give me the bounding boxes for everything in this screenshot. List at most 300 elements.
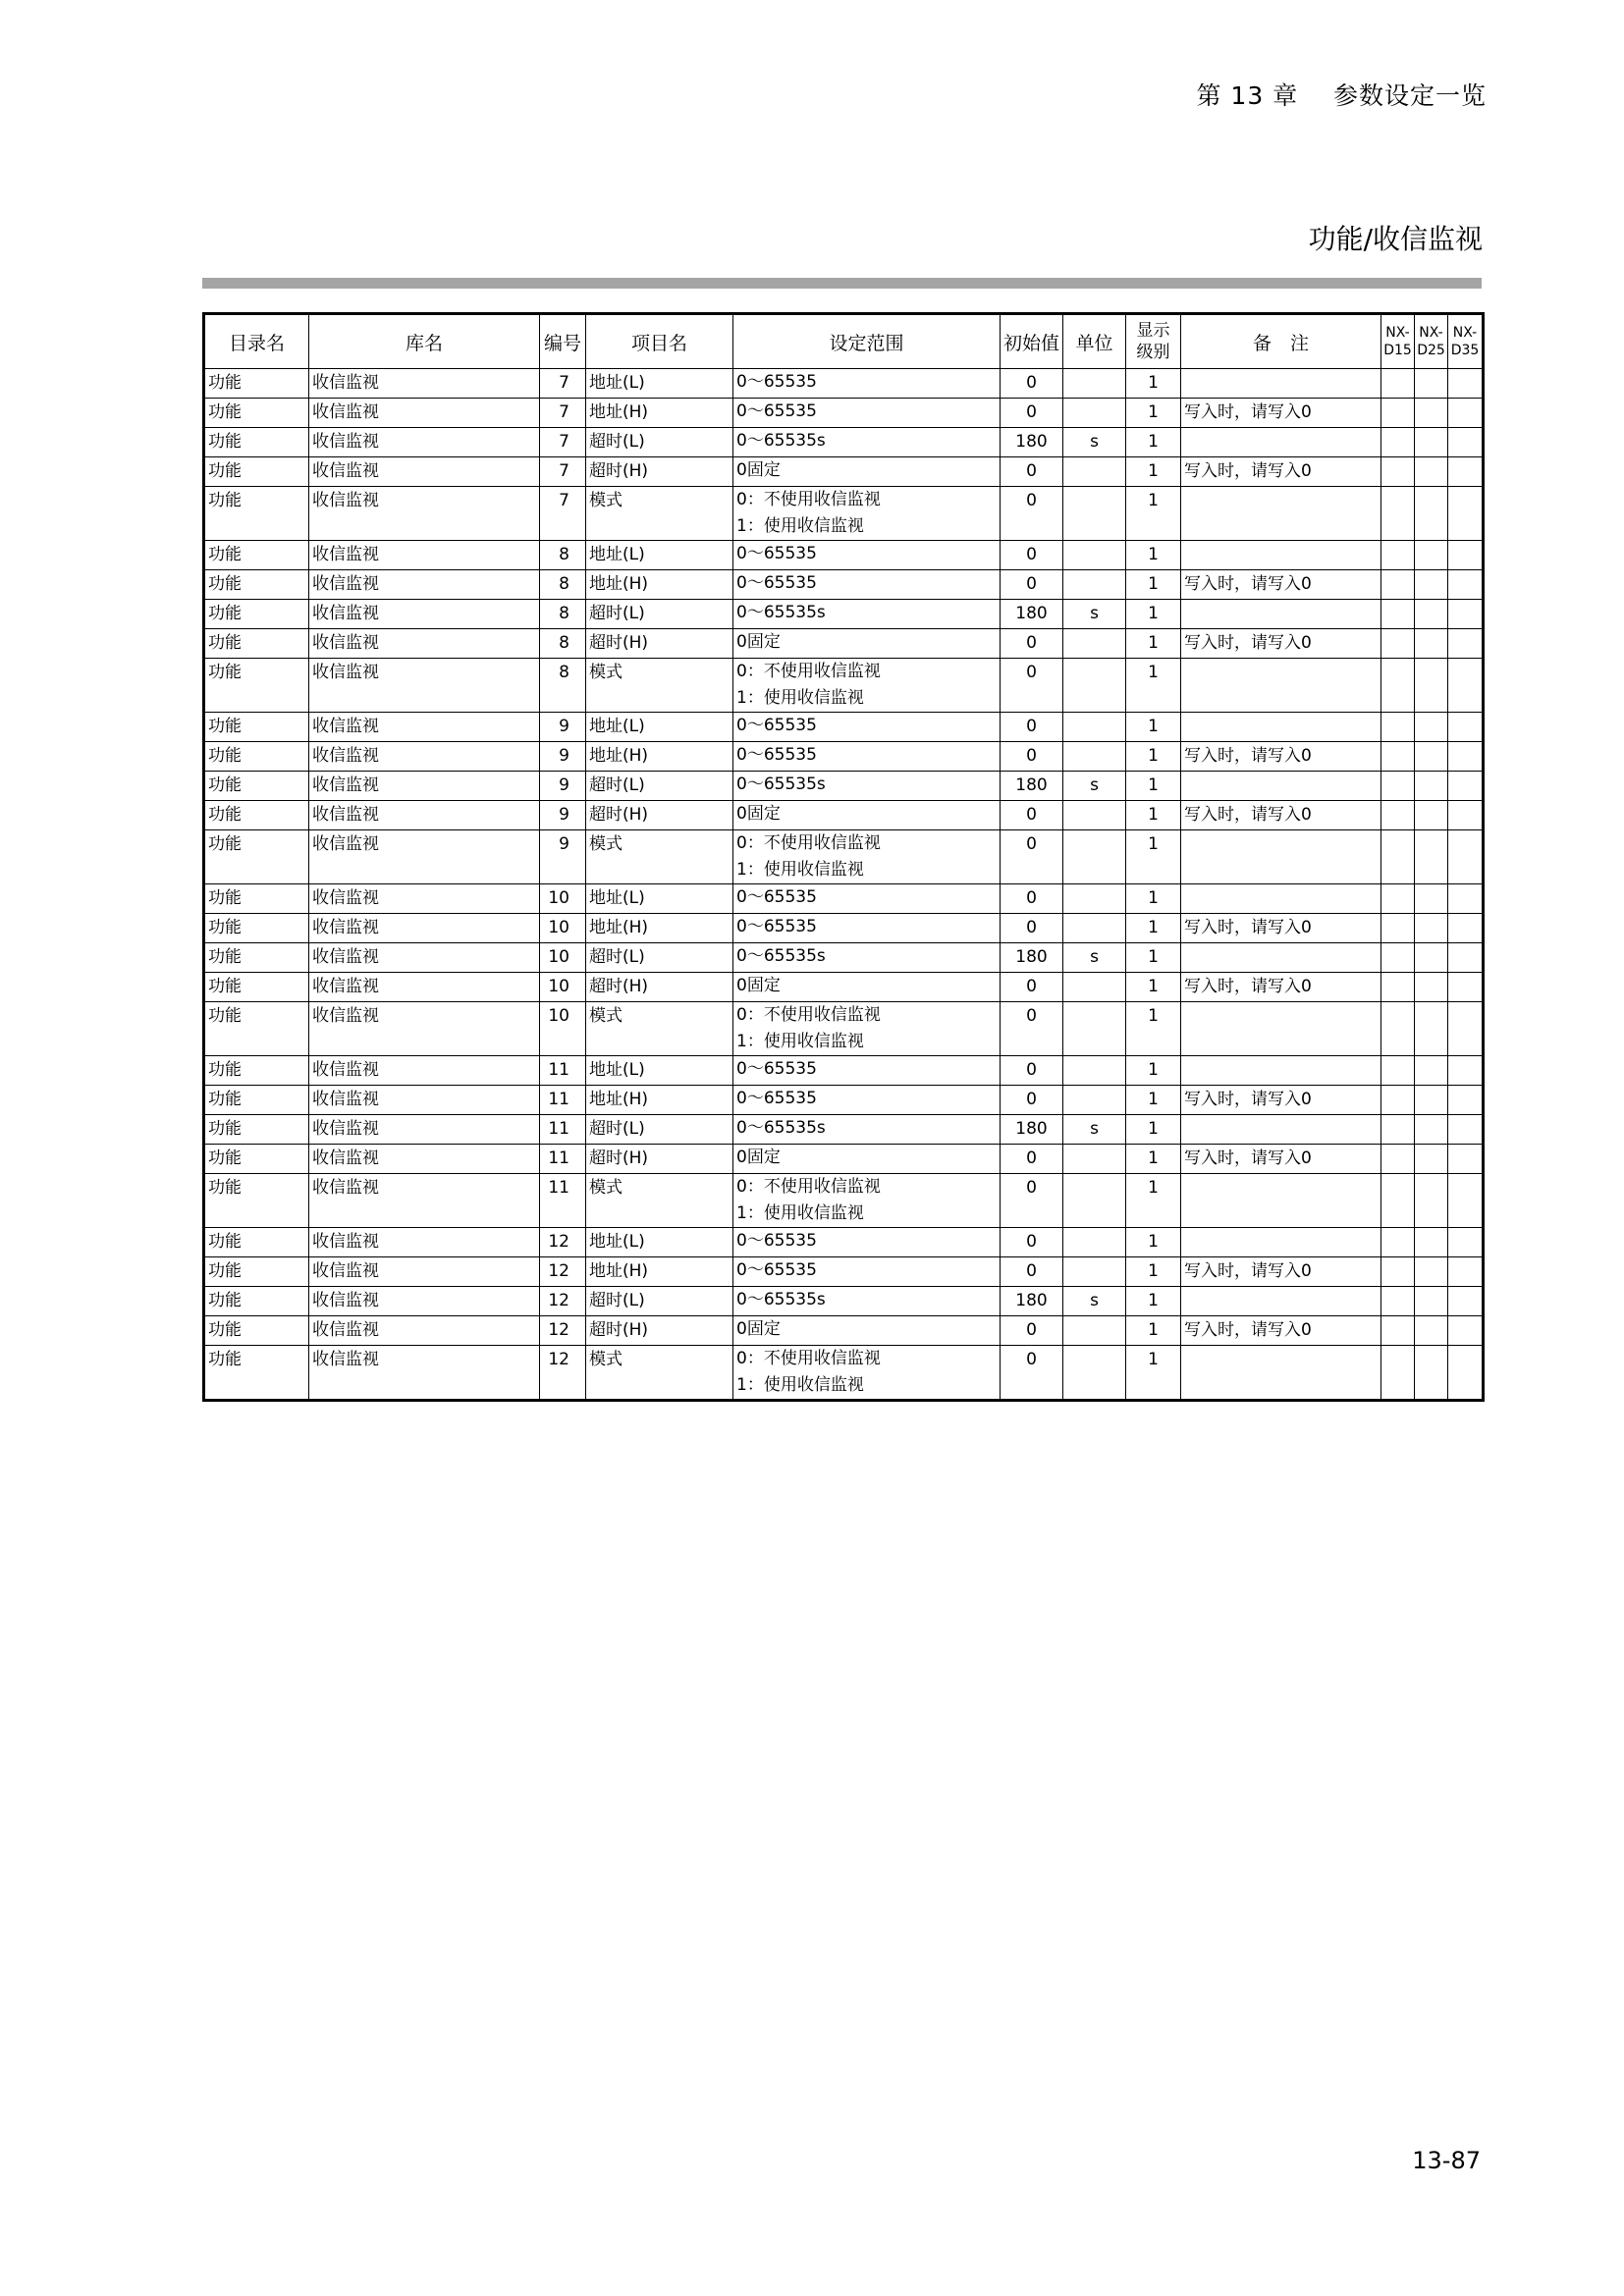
cell-remarks: 写入时，请写入0 [1181, 1316, 1381, 1346]
cell-range [733, 600, 1001, 629]
table-row [204, 629, 1484, 659]
cell-display-level: 1 [1126, 772, 1181, 801]
cell-unit [1063, 884, 1126, 914]
cell-remarks [1181, 772, 1381, 801]
header-nx-d35-line2: D35 [1450, 343, 1480, 358]
cell-item: 地址(H) [586, 1257, 733, 1287]
cell-nx-d15 [1381, 1287, 1415, 1316]
cell-range [733, 1287, 1001, 1316]
cell-display-level: 1 [1126, 1086, 1181, 1115]
cell-remarks [1181, 541, 1381, 570]
cell-catalog: 功能 [204, 1174, 309, 1228]
cell-item: 超时(H) [586, 457, 733, 487]
cell-unit [1063, 713, 1126, 742]
range-line: 0～65535 [736, 887, 817, 907]
cell-library: 收信监视 [309, 1174, 540, 1228]
cell-initial: 0 [1001, 369, 1063, 399]
cell-catalog: 功能 [204, 1145, 309, 1174]
chapter-title: 参数设定一览 [1332, 81, 1487, 110]
cell-display-level: 1 [1126, 1002, 1181, 1056]
range-line: 0～65535 [736, 1260, 817, 1280]
table-row [204, 1056, 1484, 1086]
cell-catalog: 功能 [204, 487, 309, 541]
cell-range [733, 1086, 1001, 1115]
cell-unit: s [1063, 772, 1126, 801]
cell-range [733, 830, 1001, 884]
cell-library: 收信监视 [309, 1346, 540, 1401]
range-line: 0：不使用收信监视 [736, 1177, 881, 1197]
cell-catalog: 功能 [204, 801, 309, 830]
cell-remarks [1181, 487, 1381, 541]
cell-catalog: 功能 [204, 914, 309, 943]
cell-remarks: 写入时，请写入0 [1181, 914, 1381, 943]
cell-remarks [1181, 884, 1381, 914]
cell-initial: 0 [1001, 973, 1063, 1002]
cell-nx-d25 [1415, 772, 1448, 801]
cell-range [733, 570, 1001, 600]
cell-item: 地址(L) [586, 369, 733, 399]
range-line: 0：不使用收信监视 [736, 1005, 881, 1025]
range-line: 0固定 [736, 632, 781, 652]
table-row [204, 541, 1484, 570]
cell-unit [1063, 369, 1126, 399]
cell-initial: 0 [1001, 914, 1063, 943]
cell-number: 9 [540, 772, 586, 801]
cell-display-level: 1 [1126, 1115, 1181, 1145]
range-line: 0～65535 [736, 745, 817, 765]
cell-nx-d35 [1448, 1115, 1484, 1145]
cell-nx-d35 [1448, 428, 1484, 457]
cell-item: 超时(L) [586, 1115, 733, 1145]
table-row [204, 659, 1484, 713]
cell-unit [1063, 1346, 1126, 1401]
header-remarks: 备 注 [1181, 314, 1381, 369]
cell-nx-d35 [1448, 1056, 1484, 1086]
cell-nx-d25 [1415, 629, 1448, 659]
cell-catalog: 功能 [204, 830, 309, 884]
range-line: 0～65535s [736, 1118, 826, 1138]
table-row [204, 1086, 1484, 1115]
cell-nx-d15 [1381, 629, 1415, 659]
cell-display-level: 1 [1126, 600, 1181, 629]
cell-catalog: 功能 [204, 457, 309, 487]
cell-item: 地址(H) [586, 570, 733, 600]
table-row [204, 943, 1484, 973]
range-line: 0～65535s [736, 774, 826, 794]
cell-number: 11 [540, 1115, 586, 1145]
cell-nx-d15 [1381, 914, 1415, 943]
cell-unit [1063, 659, 1126, 713]
range-line: 0～65535s [736, 431, 826, 451]
cell-item: 地址(L) [586, 713, 733, 742]
cell-unit [1063, 570, 1126, 600]
cell-nx-d15 [1381, 1086, 1415, 1115]
cell-nx-d35 [1448, 541, 1484, 570]
cell-nx-d25 [1415, 1257, 1448, 1287]
cell-range [733, 1228, 1001, 1257]
cell-library: 收信监视 [309, 830, 540, 884]
cell-library: 收信监视 [309, 1145, 540, 1174]
cell-number: 9 [540, 801, 586, 830]
cell-nx-d25 [1415, 973, 1448, 1002]
cell-item: 模式 [586, 1346, 733, 1401]
cell-range [733, 428, 1001, 457]
range-line: 0～65535 [736, 1059, 817, 1079]
cell-library: 收信监视 [309, 369, 540, 399]
cell-nx-d35 [1448, 457, 1484, 487]
cell-initial: 0 [1001, 541, 1063, 570]
cell-initial: 0 [1001, 1174, 1063, 1228]
cell-nx-d35 [1448, 1174, 1484, 1228]
cell-number: 8 [540, 541, 586, 570]
range-line: 0固定 [736, 1319, 781, 1339]
header-initial: 初始值 [1001, 314, 1063, 369]
cell-initial: 0 [1001, 1257, 1063, 1287]
cell-number: 11 [540, 1145, 586, 1174]
cell-number: 10 [540, 943, 586, 973]
header-item: 项目名 [586, 314, 733, 369]
cell-catalog: 功能 [204, 629, 309, 659]
cell-display-level: 1 [1126, 457, 1181, 487]
cell-remarks: 写入时，请写入0 [1181, 742, 1381, 772]
cell-catalog: 功能 [204, 369, 309, 399]
cell-display-level: 1 [1126, 541, 1181, 570]
cell-number: 9 [540, 713, 586, 742]
header-display-level-line2: 级别 [1136, 343, 1170, 362]
cell-number: 12 [540, 1257, 586, 1287]
cell-nx-d15 [1381, 830, 1415, 884]
cell-nx-d25 [1415, 600, 1448, 629]
cell-initial: 0 [1001, 629, 1063, 659]
cell-unit [1063, 629, 1126, 659]
cell-range [733, 1346, 1001, 1401]
cell-number: 10 [540, 884, 586, 914]
table-row [204, 830, 1484, 884]
cell-number: 8 [540, 629, 586, 659]
cell-unit [1063, 742, 1126, 772]
cell-unit: s [1063, 1115, 1126, 1145]
cell-unit [1063, 1257, 1126, 1287]
cell-number: 7 [540, 428, 586, 457]
cell-initial: 0 [1001, 487, 1063, 541]
cell-initial: 0 [1001, 713, 1063, 742]
table-row [204, 801, 1484, 830]
cell-initial: 180 [1001, 1287, 1063, 1316]
cell-nx-d35 [1448, 914, 1484, 943]
cell-nx-d25 [1415, 570, 1448, 600]
cell-nx-d15 [1381, 369, 1415, 399]
cell-initial: 0 [1001, 1228, 1063, 1257]
cell-remarks: 写入时，请写入0 [1181, 629, 1381, 659]
range-line: 0固定 [736, 804, 781, 824]
cell-nx-d15 [1381, 1257, 1415, 1287]
cell-item: 超时(L) [586, 772, 733, 801]
cell-number: 12 [540, 1228, 586, 1257]
range-line: 1：使用收信监视 [736, 1203, 864, 1223]
header-nx-d15 [1381, 314, 1415, 369]
cell-remarks [1181, 428, 1381, 457]
table-header-row [204, 314, 1484, 369]
cell-display-level: 1 [1126, 1316, 1181, 1346]
cell-unit: s [1063, 943, 1126, 973]
cell-library: 收信监视 [309, 713, 540, 742]
cell-library: 收信监视 [309, 541, 540, 570]
cell-library: 收信监视 [309, 428, 540, 457]
cell-catalog: 功能 [204, 1287, 309, 1316]
header-catalog: 目录名 [204, 314, 309, 369]
cell-unit [1063, 541, 1126, 570]
cell-range [733, 1174, 1001, 1228]
cell-remarks [1181, 713, 1381, 742]
cell-display-level: 1 [1126, 399, 1181, 428]
cell-range [733, 801, 1001, 830]
cell-catalog: 功能 [204, 428, 309, 457]
header-nx-d15-line1: NX- [1385, 325, 1410, 341]
cell-remarks [1181, 369, 1381, 399]
cell-unit [1063, 457, 1126, 487]
header-number: 编号 [540, 314, 586, 369]
cell-library: 收信监视 [309, 884, 540, 914]
section-divider [202, 278, 1482, 289]
table-row [204, 973, 1484, 1002]
cell-display-level: 1 [1126, 659, 1181, 713]
cell-display-level: 1 [1126, 943, 1181, 973]
cell-library: 收信监视 [309, 1257, 540, 1287]
cell-catalog: 功能 [204, 1002, 309, 1056]
cell-number: 8 [540, 570, 586, 600]
cell-nx-d35 [1448, 1346, 1484, 1401]
cell-item: 超时(H) [586, 629, 733, 659]
cell-range [733, 1115, 1001, 1145]
cell-range [733, 943, 1001, 973]
cell-nx-d25 [1415, 541, 1448, 570]
cell-initial: 180 [1001, 772, 1063, 801]
range-line: 0～65535 [736, 716, 817, 735]
cell-item: 地址(L) [586, 541, 733, 570]
cell-initial: 0 [1001, 1002, 1063, 1056]
cell-remarks: 写入时，请写入0 [1181, 570, 1381, 600]
cell-nx-d25 [1415, 1002, 1448, 1056]
cell-library: 收信监视 [309, 1002, 540, 1056]
cell-library: 收信监视 [309, 1228, 540, 1257]
cell-catalog: 功能 [204, 973, 309, 1002]
cell-item: 模式 [586, 1174, 733, 1228]
cell-nx-d15 [1381, 1228, 1415, 1257]
cell-unit [1063, 801, 1126, 830]
range-line: 0固定 [736, 976, 781, 995]
cell-number: 8 [540, 659, 586, 713]
range-line: 0～65535 [736, 1089, 817, 1108]
cell-display-level: 1 [1126, 884, 1181, 914]
cell-item: 超时(H) [586, 1316, 733, 1346]
cell-remarks [1181, 659, 1381, 713]
range-line: 0～65535 [736, 573, 817, 593]
header-nx-d25 [1415, 314, 1448, 369]
table-row [204, 1346, 1484, 1401]
cell-nx-d35 [1448, 487, 1484, 541]
cell-nx-d35 [1448, 1287, 1484, 1316]
cell-number: 8 [540, 600, 586, 629]
cell-nx-d35 [1448, 369, 1484, 399]
cell-item: 地址(H) [586, 399, 733, 428]
cell-library: 收信监视 [309, 570, 540, 600]
range-line: 0～65535 [736, 544, 817, 563]
cell-library: 收信监视 [309, 629, 540, 659]
cell-number: 12 [540, 1287, 586, 1316]
cell-display-level: 1 [1126, 1257, 1181, 1287]
cell-initial: 0 [1001, 884, 1063, 914]
cell-remarks [1181, 943, 1381, 973]
range-line: 0：不使用收信监视 [736, 662, 881, 681]
cell-unit [1063, 487, 1126, 541]
cell-catalog: 功能 [204, 884, 309, 914]
cell-number: 7 [540, 369, 586, 399]
cell-library: 收信监视 [309, 742, 540, 772]
cell-remarks [1181, 600, 1381, 629]
table-row [204, 1145, 1484, 1174]
cell-catalog: 功能 [204, 742, 309, 772]
range-line: 0～65535s [736, 1290, 826, 1309]
cell-unit [1063, 1145, 1126, 1174]
header-nx-d35 [1448, 314, 1484, 369]
cell-remarks: 写入时，请写入0 [1181, 973, 1381, 1002]
cell-number: 9 [540, 742, 586, 772]
cell-initial: 0 [1001, 457, 1063, 487]
cell-nx-d25 [1415, 1056, 1448, 1086]
cell-item: 超时(H) [586, 801, 733, 830]
table-row [204, 570, 1484, 600]
cell-number: 10 [540, 914, 586, 943]
cell-unit [1063, 830, 1126, 884]
cell-remarks [1181, 1115, 1381, 1145]
cell-unit [1063, 1174, 1126, 1228]
range-line: 0固定 [736, 1148, 781, 1167]
cell-unit: s [1063, 600, 1126, 629]
cell-remarks: 写入时，请写入0 [1181, 1086, 1381, 1115]
header-range: 设定范围 [733, 314, 1001, 369]
cell-range [733, 914, 1001, 943]
cell-number: 9 [540, 830, 586, 884]
cell-nx-d35 [1448, 943, 1484, 973]
cell-initial: 180 [1001, 600, 1063, 629]
cell-initial: 0 [1001, 1056, 1063, 1086]
header-display-level [1126, 314, 1181, 369]
cell-initial: 0 [1001, 659, 1063, 713]
cell-item: 模式 [586, 487, 733, 541]
cell-number: 12 [540, 1346, 586, 1401]
cell-nx-d15 [1381, 973, 1415, 1002]
cell-nx-d15 [1381, 570, 1415, 600]
cell-number: 12 [540, 1316, 586, 1346]
range-line: 1：使用收信监视 [736, 688, 864, 708]
cell-range [733, 1002, 1001, 1056]
cell-display-level: 1 [1126, 830, 1181, 884]
cell-display-level: 1 [1126, 973, 1181, 1002]
header-nx-d25-line1: NX- [1419, 325, 1443, 341]
cell-nx-d25 [1415, 1346, 1448, 1401]
cell-remarks: 写入时，请写入0 [1181, 801, 1381, 830]
cell-nx-d35 [1448, 772, 1484, 801]
cell-nx-d25 [1415, 487, 1448, 541]
cell-nx-d15 [1381, 1346, 1415, 1401]
cell-catalog: 功能 [204, 600, 309, 629]
cell-library: 收信监视 [309, 487, 540, 541]
cell-catalog: 功能 [204, 943, 309, 973]
cell-nx-d35 [1448, 629, 1484, 659]
cell-range [733, 369, 1001, 399]
cell-unit [1063, 399, 1126, 428]
range-line: 0～65535s [736, 946, 826, 966]
cell-nx-d25 [1415, 369, 1448, 399]
cell-remarks [1181, 1228, 1381, 1257]
cell-nx-d25 [1415, 1228, 1448, 1257]
cell-display-level: 1 [1126, 369, 1181, 399]
cell-nx-d25 [1415, 884, 1448, 914]
table-row [204, 1287, 1484, 1316]
cell-nx-d25 [1415, 1287, 1448, 1316]
cell-initial: 0 [1001, 399, 1063, 428]
cell-nx-d15 [1381, 713, 1415, 742]
cell-library: 收信监视 [309, 973, 540, 1002]
table-row [204, 1174, 1484, 1228]
cell-number: 10 [540, 1002, 586, 1056]
table-row [204, 369, 1484, 399]
cell-range [733, 1316, 1001, 1346]
cell-remarks [1181, 1287, 1381, 1316]
cell-library: 收信监视 [309, 1115, 540, 1145]
cell-library: 收信监视 [309, 1287, 540, 1316]
cell-nx-d15 [1381, 1115, 1415, 1145]
cell-nx-d15 [1381, 1316, 1415, 1346]
cell-display-level: 1 [1126, 1228, 1181, 1257]
cell-unit [1063, 1086, 1126, 1115]
cell-number: 7 [540, 487, 586, 541]
cell-nx-d25 [1415, 742, 1448, 772]
page-number: 13-87 [1412, 2147, 1481, 2174]
cell-library: 收信监视 [309, 659, 540, 713]
table-row [204, 1115, 1484, 1145]
parameter-table [202, 312, 1485, 1402]
table-row [204, 487, 1484, 541]
range-line: 0～65535 [736, 372, 817, 392]
cell-library: 收信监视 [309, 1056, 540, 1086]
cell-remarks [1181, 1056, 1381, 1086]
cell-range [733, 884, 1001, 914]
cell-nx-d35 [1448, 1145, 1484, 1174]
cell-range [733, 973, 1001, 1002]
cell-nx-d25 [1415, 1316, 1448, 1346]
cell-initial: 180 [1001, 943, 1063, 973]
cell-catalog: 功能 [204, 541, 309, 570]
cell-item: 超时(H) [586, 1145, 733, 1174]
cell-catalog: 功能 [204, 399, 309, 428]
cell-nx-d25 [1415, 914, 1448, 943]
cell-display-level: 1 [1126, 1145, 1181, 1174]
table-row [204, 914, 1484, 943]
cell-library: 收信监视 [309, 399, 540, 428]
cell-nx-d15 [1381, 428, 1415, 457]
cell-item: 地址(H) [586, 914, 733, 943]
cell-library: 收信监视 [309, 457, 540, 487]
cell-nx-d15 [1381, 399, 1415, 428]
cell-library: 收信监视 [309, 914, 540, 943]
cell-catalog: 功能 [204, 1228, 309, 1257]
cell-range [733, 742, 1001, 772]
cell-nx-d35 [1448, 570, 1484, 600]
cell-initial: 180 [1001, 428, 1063, 457]
cell-number: 7 [540, 457, 586, 487]
cell-display-level: 1 [1126, 914, 1181, 943]
